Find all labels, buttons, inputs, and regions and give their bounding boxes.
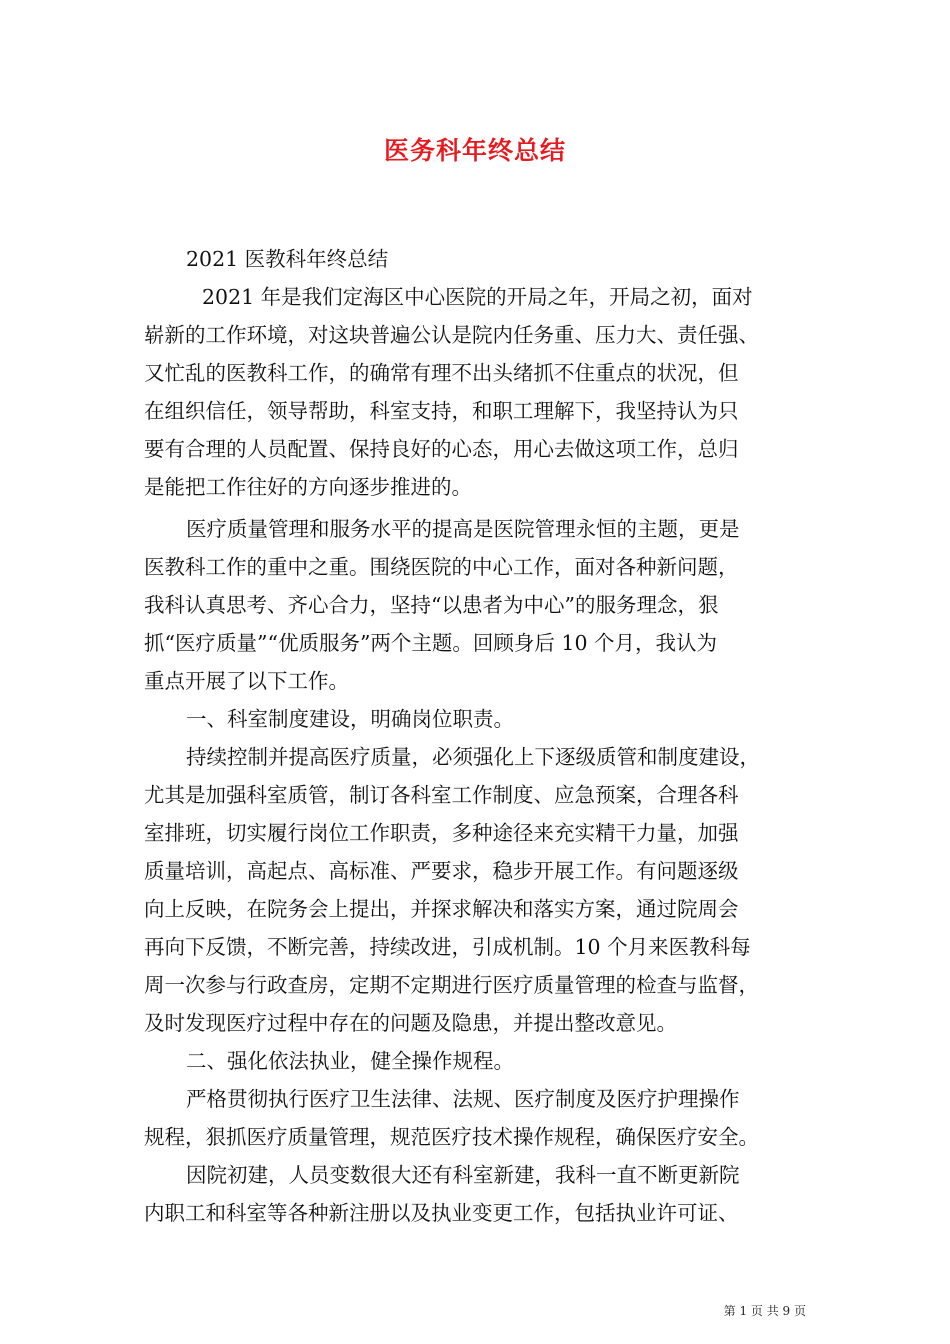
paragraph-line: 要有合理的人员配置、保持良好的心态，用心去做这项工作，总归 <box>144 437 739 461</box>
paragraph-line: 重点开展了以下工作。 <box>144 669 349 693</box>
paragraph-line: 及时发现医疗过程中存在的问题及隐患，并提出整改意见。 <box>144 1011 677 1035</box>
doc-subtitle: 2021 医教科年终总结 <box>186 247 389 271</box>
document-body <box>144 240 810 1232</box>
paragraph-line: 再向下反馈，不断完善，持续改进，引成机制。10 个月来医教科每 <box>144 935 751 959</box>
paragraph-line: 向上反映，在院务会上提出，并探求解决和落实方案，通过院周会 <box>144 897 739 921</box>
paragraph-line: 又忙乱的医教科工作，的确常有理不出头绪抓不住重点的状况，但 <box>144 361 739 385</box>
paragraph-line: 抓“医疗质量”“优质服务”两个主题。回顾身后 10 个月，我认为 <box>144 631 718 655</box>
paragraph-line: 持续控制并提高医疗质量，必须强化上下逐级质管和制度建设， <box>186 745 760 769</box>
section-heading: 二、强化依法执业，健全操作规程。 <box>186 1049 514 1073</box>
page-title: 医务科年终总结 <box>383 136 566 165</box>
paragraph-line: 严格贯彻执行医疗卫生法律、法规、医疗制度及医疗护理操作 <box>186 1087 740 1111</box>
paragraph-line: 周一次参与行政查房，定期不定期进行医疗质量管理的检查与监督， <box>144 973 759 997</box>
paragraph-line: 是能把工作往好的方向逐步推进的。 <box>144 475 472 499</box>
paragraph-line: 我科认真思考、齐心合力，坚持“以患者为中心”的服务理念，狠 <box>144 593 719 617</box>
paragraph-line: 因院初建，人员变数很大还有科室新建，我科一直不断更新院 <box>186 1163 740 1187</box>
paragraph-line: 医疗质量管理和服务水平的提高是医院管理永恒的主题，更是 <box>186 517 740 541</box>
paragraph-line: 尤其是加强科室质管，制订各科室工作制度、应急预案，合理各科 <box>144 783 739 807</box>
paragraph-line: 室排班，切实履行岗位工作职责，多种途径来充实精干力量，加强 <box>144 821 739 845</box>
paragraph-line: 在组织信任，领导帮助，科室支持，和职工理解下，我坚持认为只 <box>144 399 739 423</box>
paragraph-line: 医教科工作的重中之重。围绕医院的中心工作，面对各种新问题， <box>144 555 739 579</box>
paragraph-line: 规程，狠抓医疗质量管理，规范医疗技术操作规程，确保医疗安全。 <box>144 1125 759 1149</box>
paragraph-line: 2021 年是我们定海区中心医院的开局之年，开局之初，面对 <box>202 285 753 309</box>
paragraph-line: 崭新的工作环境，对这块普遍公认是院内任务重、压力大、责任强、 <box>144 323 759 347</box>
paragraph-line: 质量培训，高起点、高标准、严要求，稳步开展工作。有问题逐级 <box>144 859 739 883</box>
paragraph-line: 内职工和科室等各种新注册以及执业变更工作，包括执业许可证、 <box>144 1201 739 1225</box>
section-heading: 一、科室制度建设，明确岗位职责。 <box>186 707 514 731</box>
page-number: 第 1 页 共 9 页 <box>723 1304 806 1318</box>
